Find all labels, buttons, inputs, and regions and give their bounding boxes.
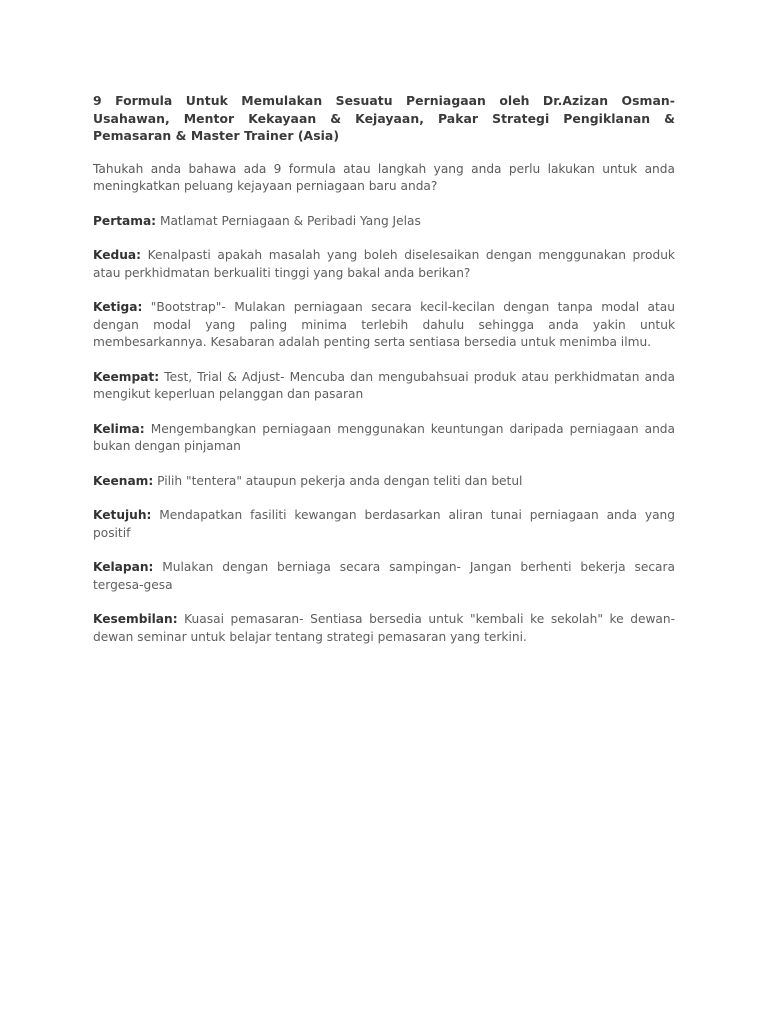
- step-label: Kelima:: [93, 421, 145, 436]
- step-label: Keenam:: [93, 473, 154, 488]
- step-label: Pertama:: [93, 213, 157, 228]
- document-title: 9 Formula Untuk Memulakan Sesuatu Perniagaan oleh Dr.Azizan Osman- Usahawan, Mentor Kekayaan & Kejayaan, Pakar Strategi Pengiklanan & Pemasaran & Master Trainer (Asia): [93, 93, 675, 143]
- step-paragraph-keempat: [93, 369, 675, 404]
- step-label: Ketujuh:: [93, 508, 152, 522]
- step-text: Kuasai pemasaran- Sentiasa bersedia untuk "kembali ke sekolah" ke dewan-dewan seminar untuk belajar tentang strategi pemasaran yang terkini.: [93, 612, 676, 644]
- intro-paragraph: Tahukah anda bahawa ada 9 formula atau langkah yang anda perlu lakukan untuk anda meningkatkan peluang kejayaan perniagaan baru anda?: [93, 161, 675, 193]
- step-label: Ketiga:: [93, 300, 143, 314]
- step-text: Test, Trial & Adjust- Mencuba dan mengubahsuai produk atau perkhidmatan anda mengikut keperluan pelanggan dan pasaran: [93, 369, 675, 401]
- step-paragraph-ketujuh: [93, 507, 675, 542]
- step-text: "Bootstrap"- Mulakan perniagaan secara kecil-kecilan dengan tanpa modal atau dengan modal yang paling minima terlebih dahulu sehingga anda yakin untuk membesarkannya. Kesabaran adalah penting serta sentiasa bersedia untuk menimba ilmu.: [93, 300, 676, 349]
- step-paragraph-pertama: [93, 213, 675, 231]
- step-label: Kesembilan:: [93, 612, 178, 626]
- step-text: Matlamat Perniagaan & Peribadi Yang Jelas: [159, 213, 421, 228]
- step-label: Kedua:: [93, 248, 141, 262]
- step-paragraph-kedua: [93, 247, 675, 282]
- document-page: [93, 92, 675, 646]
- step-label: Keempat:: [93, 369, 160, 384]
- step-text: Mendapatkan fasiliti kewangan berdasarkan aliran tunai perniagaan anda yang positif: [93, 508, 675, 540]
- step-paragraph-kelapan: [93, 559, 675, 594]
- step-paragraph-ketiga: [93, 299, 675, 352]
- step-paragraph-keenam: [93, 473, 675, 491]
- step-text: Pilih "tentera" ataupun pekerja anda dengan teliti dan betul: [157, 473, 523, 488]
- step-text: Kenalpasti apakah masalah yang boleh diselesaikan dengan menggunakan produk atau perkhidmatan berkualiti tinggi yang bakal anda berikan?: [93, 248, 675, 280]
- step-paragraph-kelima: [93, 421, 675, 456]
- step-label: Kelapan:: [93, 560, 154, 574]
- step-text: Mulakan dengan berniaga secara sampingan- Jangan berhenti bekerja secara tergesa-gesa: [93, 560, 675, 592]
- step-text: Mengembangkan perniagaan menggunakan keuntungan daripada perniagaan anda bukan dengan pinjaman: [93, 421, 676, 453]
- step-paragraph-kesembilan: [93, 611, 675, 646]
